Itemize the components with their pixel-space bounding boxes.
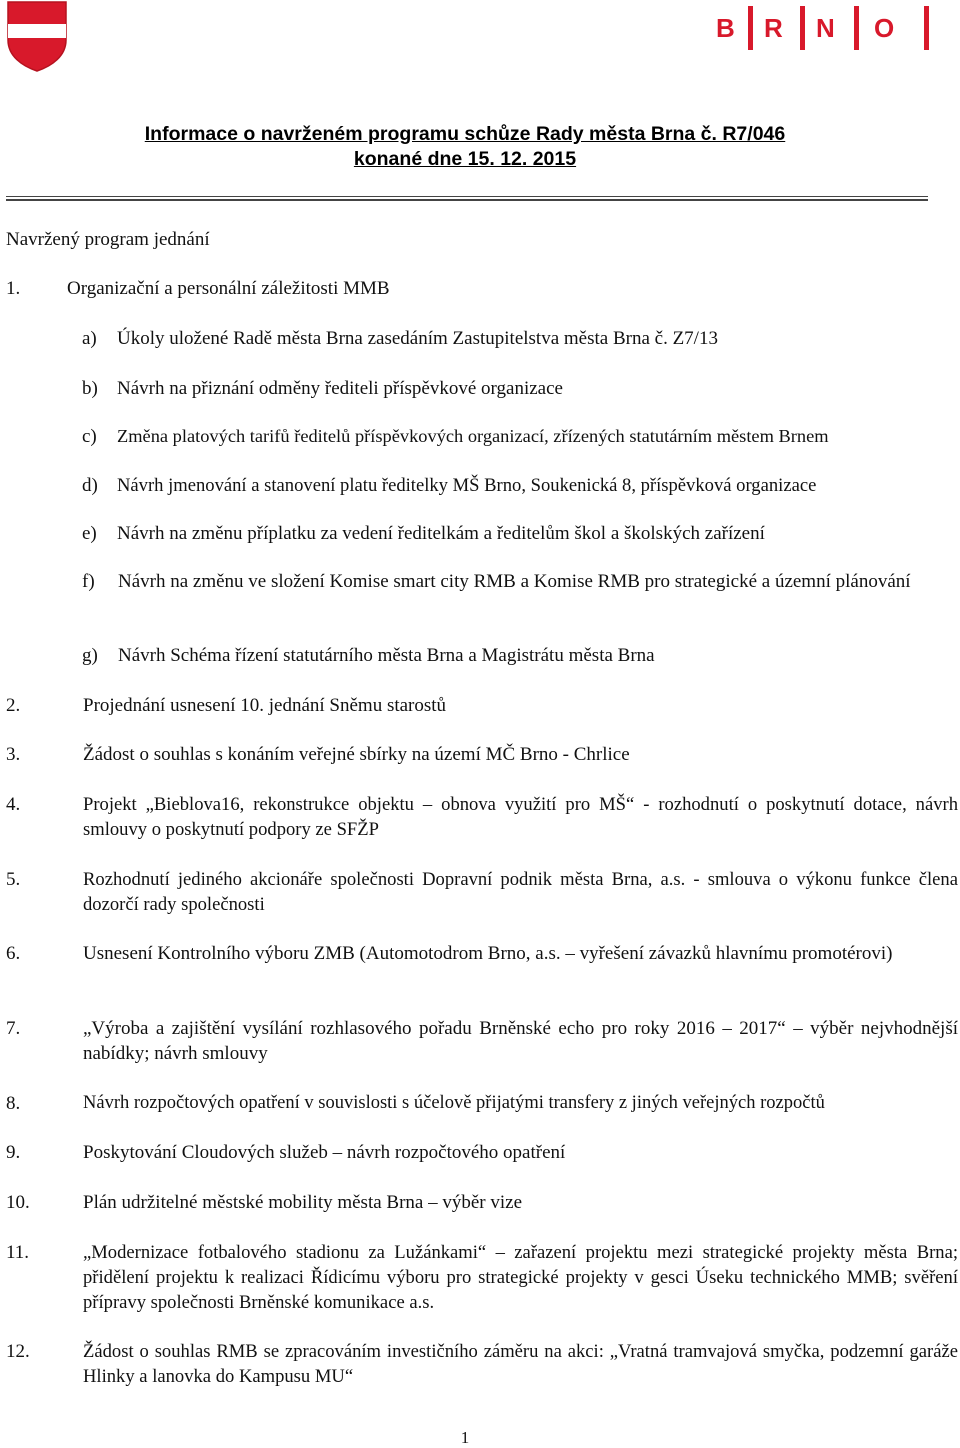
item-number: 12. (6, 1341, 30, 1362)
section-heading: Navržený program jednání (6, 229, 210, 250)
subitem-text: Úkoly uložené Radě města Brna zasedáním Zastupitelstva města Brna č. Z7/13 (117, 328, 718, 349)
item-number: 3. (6, 744, 21, 765)
item-number: 9. (6, 1142, 21, 1163)
logo-letter-b: B (716, 13, 735, 43)
logo-letter-r: R (764, 13, 783, 43)
item-text: Projednání usnesení 10. jednání Sněmu starostů (83, 695, 447, 716)
item-text: Poskytování Cloudových služeb – návrh rozpočtového opatření (83, 1142, 566, 1163)
divider-line (6, 196, 928, 197)
subitem-text: Návrh na změnu ve složení Komise smart city RMB a Komise RMB pro strategické a územní plánování (118, 571, 911, 592)
item-number: 10. (6, 1192, 30, 1213)
logo-letter-n: N (816, 13, 835, 43)
item-number: 11. (6, 1242, 30, 1263)
item-number: 2. (6, 695, 21, 716)
item-text: Žádost o souhlas s konáním veřejné sbírky na území MČ Brno - Chrlice (83, 744, 630, 765)
subitem-letter: f) (82, 571, 95, 592)
logo-letter-o: O (874, 13, 895, 43)
subitem-text: Návrh na přiznání odměny řediteli příspěvkové organizace (117, 378, 563, 399)
item-text: Rozhodnutí jediného akcionáře společnosti Dopravní podnik města Brna, a.s. - smlouva o výkonu funkce člena dozorčí rady společnosti (83, 869, 958, 915)
page-title-line-2: konané dne 15. 12. 2015 (353, 148, 577, 170)
item-text: Návrh rozpočtových opatření v souvislosti s účelově přijatými transfery z jiných veřejných rozpočtů (83, 1093, 825, 1113)
item-text: Projekt „Bieblova16, rekonstrukce objektu – obnova využití pro MŠ“ - rozhodnutí o poskytnutí dotace, návrh smlouvy o poskytnutí podpory ze SFŽP (83, 794, 958, 840)
subitem-letter: g) (82, 645, 98, 666)
page-number: 1 (460, 1428, 470, 1447)
brno-crest-icon (6, 0, 68, 72)
logo-divider (854, 6, 859, 50)
subitem-text: Návrh jmenování a stanovení platu ředitelky MŠ Brno, Soukenická 8, příspěvková organizace (117, 475, 817, 496)
item-number: 4. (6, 794, 21, 815)
brno-logo (714, 6, 930, 50)
logo-divider (924, 6, 929, 50)
subitem-letter: b) (82, 378, 98, 399)
page-title-line-1: Informace o navrženém programu schůze Rady města Brna č. R7/046 (144, 123, 786, 145)
item-number: 5. (6, 869, 21, 890)
subitem-letter: e) (82, 523, 97, 544)
logo-divider (800, 6, 805, 50)
item-text: Usnesení Kontrolního výboru ZMB (Automotodrom Brno, a.s. – vyřešení závazků hlavnímu promotérovi) (83, 943, 893, 964)
item-number: 1. (6, 278, 21, 299)
subitem-text: Návrh Schéma řízení statutárního města Brna a Magistrátu města Brna (118, 645, 655, 666)
item-text: Organizační a personální záležitosti MMB (67, 278, 390, 299)
divider-line (6, 199, 928, 201)
subitem-text: Návrh na změnu příplatku za vedení ředitelkám a ředitelům škol a školských zařízení (117, 523, 765, 544)
item-text: Plán udržitelné městské mobility města Brna – výběr vize (83, 1192, 523, 1213)
item-number: 7. (6, 1018, 21, 1039)
item-text: Žádost o souhlas RMB se zpracováním investičního záměru na akci: „Vratná tramvajová smyčka, podzemní garáže Hlinky a lanovka do Kampusu MU“ (83, 1341, 958, 1387)
item-number: 8. (6, 1093, 21, 1114)
subitem-text: Změna platových tarifů ředitelů příspěvkových organizací, zřízených statutárním městem Brnem (117, 426, 829, 446)
subitem-letter: d) (82, 475, 98, 496)
item-number: 6. (6, 943, 21, 964)
item-text: „Výroba a zajištění vysílání rozhlasového pořadu Brněnské echo pro roky 2016 – 2017“ – výběr nejvhodnější nabídky; návrh smlouvy (83, 1018, 958, 1064)
item-text: „Modernizace fotbalového stadionu za Lužánkami“ – zařazení projektu mezi strategické projekty města Brna; přidělení projektu k realizaci Řídicímu výboru pro strategické projekty v gesci Úseku technického MMB; svěření přípravy společnosti Brněnské komunikace a.s. (83, 1242, 958, 1313)
subitem-letter: c) (82, 426, 97, 447)
subitem-letter: a) (82, 328, 97, 349)
logo-divider (748, 6, 753, 50)
